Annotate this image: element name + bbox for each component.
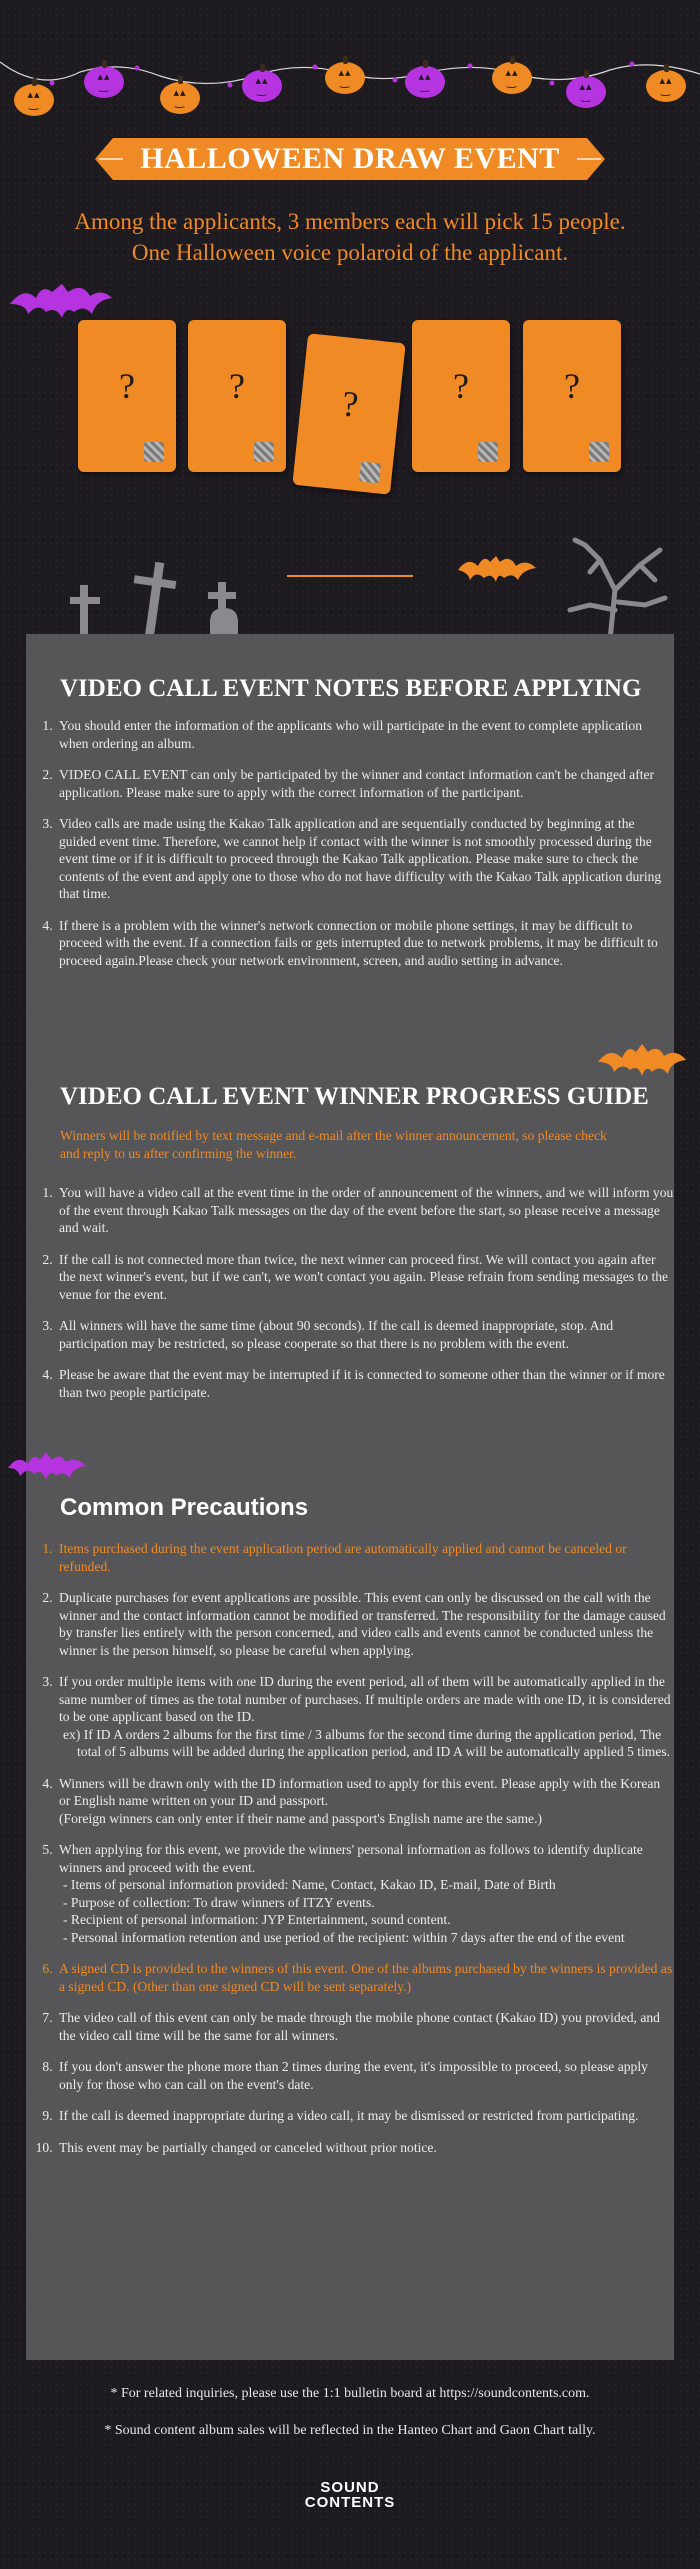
mystery-card (188, 320, 286, 472)
pumpkin-icon: ▴▴ ‿ (242, 70, 282, 102)
logo-line-2: CONTENTS (304, 2494, 396, 2511)
notes-list (36, 717, 674, 983)
list-item: 8. If you don't answer the phone more than 2 times during the event, it's impossible to proceed, so please apply only for those who can call on the event's date. (56, 2058, 674, 2093)
bat-icon (596, 1040, 688, 1084)
chart-note: * Sound content album sales will be reflected in the Hanteo Chart and Gaon Chart tally. (104, 2423, 596, 2438)
list-item-subtext: (Foreign winners can only enter if their name and passport's English name are the same.) (59, 1810, 542, 1826)
section-title-progress-guide: VIDEO CALL EVENT WINNER PROGRESS GUIDE (60, 1083, 649, 1110)
pumpkin-icon: ▴▴ ‿ (405, 66, 445, 98)
list-item-subtext: - Recipient of personal information: JYP Entertainment, sound content. (63, 1912, 451, 1927)
card-thumbnail (254, 442, 274, 462)
list-item: 2. If the call is not connected more than twice, the next winner can proceed first. We will contact you again after the next winner's event, but if we can't, we won't contact you again. Please refrain from sending messages to the venue for the event. (56, 1251, 674, 1304)
list-item-text: If you order multiple items with one ID during the event period, all of them will be automatically applied in the same number of times as the total number of purchases. If multiple orders are made with one ID, it is considered to be one applicant based on the ID. (59, 1674, 671, 1724)
pumpkin-icon: ▴▴ ‿ (14, 84, 54, 116)
list-item (56, 1673, 674, 1761)
list-item: 3. Video calls are made using the Kakao Talk application and are sequentially conducted by beginning at the guided event time. Therefore, we cannot help if contact with the winner is not smoothly processed during the event time or if it is difficult to proceed through the Kakao Talk application. Please make sure to check the contents of the event and apply one to those who do not have difficulty with the Kakao Talk application during that time. (56, 815, 674, 903)
mystery-card (78, 320, 176, 472)
section-title-notes: VIDEO CALL EVENT NOTES BEFORE APPLYING (60, 675, 642, 702)
list-item (56, 1775, 674, 1828)
list-item-subtext: - Items of personal information provided: Name, Contact, Kakao ID, E-mail, Date of Birth (63, 1877, 556, 1892)
logo-line-1: SOUND (320, 2479, 380, 2496)
pumpkin-icon: ▴▴ ‿ (160, 82, 200, 114)
list-item: 6. A signed CD is provided to the winners of this event. One of the albums purchased by the winners is provided as a signed CD. (Other than one signed CD will be sent separately.) (56, 1960, 674, 1995)
pumpkin-icon: ▴▴ ‿ (646, 70, 686, 102)
subtitle-line-2: One Halloween voice polaroid of the applicant. (131, 240, 569, 265)
card-thumbnail (478, 442, 498, 462)
card-thumbnail (144, 442, 164, 462)
bat-icon (6, 1448, 88, 1488)
list-item-text: When applying for this event, we provide the winners' personal information as follows to identify duplicate winners and proceed with the event. (59, 1842, 643, 1875)
list-item: 2. Duplicate purchases for event applications are possible. This event can only be discussed on the call with the winner and the contact information cannot be modified or transferred. The responsibility for the damage caused by transfer lies entirely with the person concerned, and video calls and events cannot be conducted unless the winner is the person himself, so please be careful when applying. (56, 1589, 674, 1659)
mystery-card (523, 320, 621, 472)
pumpkin-icon: ▴▴ ‿ (84, 66, 124, 98)
pumpkin-icon: ▴▴ ‿ (492, 62, 532, 94)
list-item: 2. VIDEO CALL EVENT can only be participated by the winner and contact information can't be changed after application. Please make sure to apply with the correct information of the participant. (56, 766, 674, 801)
mystery-card (292, 333, 405, 494)
list-item: 4. Please be aware that the event may be interrupted if it is connected to someone other than the winner or if more than two people participate. (56, 1366, 674, 1401)
sound-contents-logo (300, 2480, 400, 2510)
progress-list (36, 1184, 674, 1415)
winner-notice: Winners will be notified by text message and e-mail after the winner announcement, so please check and reply to us after confirming the winner. (60, 1128, 607, 1161)
title-banner (95, 138, 605, 180)
card-thumbnail (589, 442, 609, 462)
list-item: 9. If the call is deemed inappropriate during a video call, it may be dismissed or restricted from participating. (56, 2107, 674, 2125)
card-question-mark: ? (339, 383, 361, 425)
inquiry-note: * For related inquiries, please use the 1:1 bulletin board at https://soundcontents.com. (110, 2386, 590, 2401)
mystery-card (412, 320, 510, 472)
list-item: 1. Items purchased during the event application period are automatically applied and cannot be canceled or refunded. (56, 1540, 674, 1575)
list-item-text: Winners will be drawn only with the ID information used to apply for this event. Please apply with the Korean or English name written on your ID and passport. (59, 1775, 661, 1808)
subtitle-line-1: Among the applicants, 3 members each will pick 15 people. (74, 209, 626, 234)
list-item-subtext: - Personal information retention and use period of the recipient: within 7 days after the end of the event (63, 1929, 625, 1945)
list-item: 10. This event may be partially changed or canceled without prior notice. (56, 2139, 674, 2157)
card-thumbnail (359, 462, 381, 484)
pumpkin-garland (0, 0, 700, 120)
list-item: 3. All winners will have the same time (about 90 seconds). If the call is deemed inappropriate, stop. And participation may be restricted, so please cooperate so that there is no problem with the event. (56, 1317, 674, 1352)
section-title-common-precautions: Common Precautions (60, 1494, 309, 1521)
list-item: 1. You should enter the information of the applicants who will participate in the event to complete application when ordering an album. (56, 717, 674, 752)
pumpkin-icon: ▴▴ ‿ (566, 76, 606, 108)
page-title: HALLOWEEN DRAW EVENT (140, 142, 560, 175)
list-item-subtext: - Purpose of collection: To draw winners of ITZY events. (63, 1894, 375, 1910)
event-subtitle (20, 206, 680, 268)
pumpkin-icon: ▴▴ ‿ (325, 62, 365, 94)
list-item: 1. You will have a video call at the event time in the order of announcement of the winners, and we will inform you of the event through Kakao Talk messages on the day of the event before the start, so please receive a message and wait. (56, 1184, 674, 1237)
card-question-mark: ? (564, 366, 580, 406)
card-question-mark: ? (453, 366, 469, 406)
precautions-list (36, 1540, 674, 2170)
list-item: 7. The video call of this event can only be made through the mobile phone contact (Kakao ID) you provided, and the video call time will be the same for all winners. (56, 2009, 674, 2044)
card-question-mark: ? (119, 366, 135, 406)
list-item: 4. If there is a problem with the winner's network connection or mobile phone settings, it may be difficult to proceed with the event. If a connection fails or gets interrupted due to network problems, it may be difficult to proceed again.Please check your network environment, screen, and audio setting in advance. (56, 917, 674, 970)
graveyard-illustration (70, 510, 670, 640)
card-question-mark: ? (229, 366, 245, 406)
example-note: ex) If ID A orders 2 albums for the first time / 3 albums for the second time during the application period, The total of 5 albums will be added during the application period, and ID A will be automatically applied 5 times. (63, 1726, 671, 1759)
list-item (56, 1841, 674, 1946)
